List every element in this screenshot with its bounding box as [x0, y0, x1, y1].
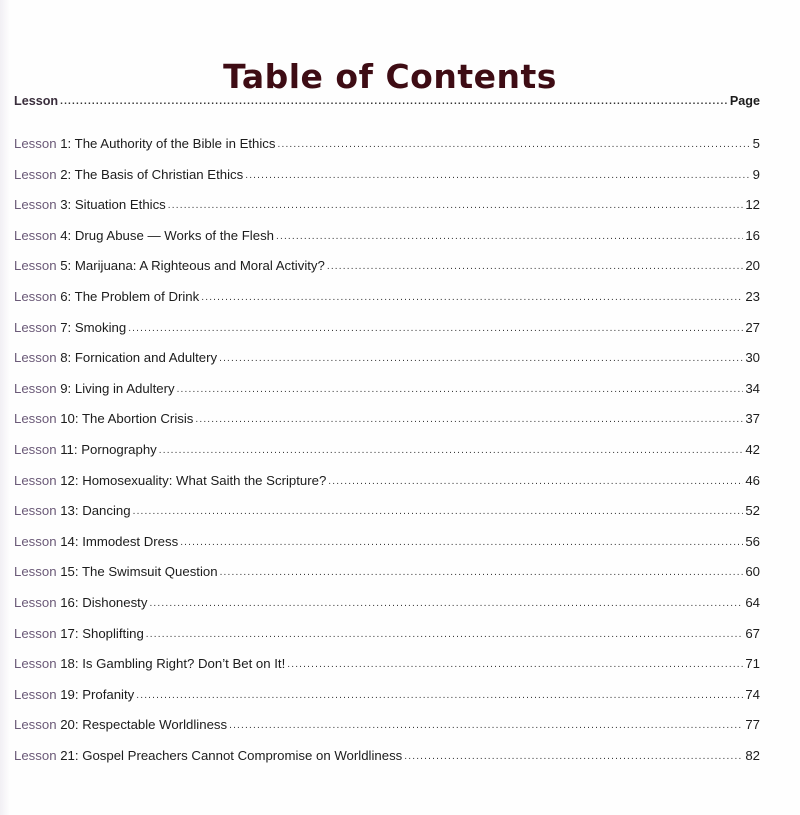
entry-label: Lesson 8: Fornication and Adultery: [14, 350, 218, 366]
lesson-title: The Problem of Drink: [74, 288, 200, 304]
toc-entry[interactable]: [14, 748, 760, 779]
lesson-title: Immodest Dress: [82, 533, 179, 549]
entry-label: Lesson 6: The Problem of Drink: [14, 288, 200, 304]
entry-page-number: 74: [745, 686, 760, 702]
toc-entry[interactable]: [14, 289, 760, 320]
toc-entry[interactable]: [14, 381, 760, 412]
lesson-title: The Swimsuit Question: [81, 564, 218, 580]
dot-leader: [159, 445, 744, 456]
dot-leader: [149, 598, 743, 609]
toc-entry[interactable]: [14, 228, 760, 259]
page-column-label: Page: [729, 94, 760, 108]
lesson-title: Smoking: [74, 319, 127, 335]
toc-entry[interactable]: [14, 564, 760, 595]
entry-page-number: 67: [745, 625, 760, 641]
entry-label: Lesson 5: Marijuana: A Righteous and Moral Activity?: [14, 258, 325, 274]
lesson-prefix: Lesson: [14, 594, 57, 610]
toc-entry[interactable]: [14, 687, 760, 718]
lesson-title: Situation Ethics: [74, 197, 166, 213]
lesson-column-label: Lesson: [14, 94, 59, 108]
toc-entry[interactable]: [14, 136, 760, 167]
dot-leader: [245, 170, 750, 181]
lesson-title: The Abortion Crisis: [81, 411, 194, 427]
lesson-title: Shoplifting: [82, 625, 144, 641]
toc-entry[interactable]: [14, 258, 760, 289]
dot-leader: [219, 353, 743, 364]
lesson-title: Homosexuality: What Saith the Scripture?: [82, 472, 327, 488]
dot-leader: [146, 629, 744, 640]
dot-leader: [195, 414, 743, 425]
dot-leader: [328, 476, 743, 487]
dot-leader: [276, 231, 743, 242]
lesson-prefix: Lesson: [14, 319, 57, 335]
lesson-prefix: Lesson: [14, 350, 57, 366]
lesson-title: Is Gambling Right? Don’t Bet on It!: [82, 656, 286, 672]
lesson-prefix: Lesson: [14, 380, 57, 396]
entry-page-number: 71: [745, 656, 760, 672]
entry-label: Lesson 21: Gospel Preachers Cannot Compromise on Worldliness: [14, 747, 403, 763]
entry-page-number: 12: [745, 197, 760, 213]
toc-entry[interactable]: [14, 503, 760, 534]
entry-label: Lesson 19: Profanity: [14, 686, 135, 702]
lesson-prefix: Lesson: [14, 441, 57, 457]
entry-label: Lesson 14: Immodest Dress: [14, 533, 179, 549]
toc-entry[interactable]: [14, 197, 760, 228]
lesson-number: 12: [60, 472, 75, 488]
page-edge-shadow: [0, 0, 10, 815]
lesson-prefix: Lesson: [14, 625, 57, 641]
entry-label: Lesson 2: The Basis of Christian Ethics: [14, 166, 244, 182]
lesson-title: Dishonesty: [82, 594, 148, 610]
dot-leader: [133, 506, 744, 517]
lesson-prefix: Lesson: [14, 258, 57, 274]
entry-page-number: 46: [745, 472, 760, 488]
entry-page-number: 77: [745, 717, 760, 733]
entry-label: Lesson 16: Dishonesty: [14, 594, 148, 610]
lesson-number: 5: [60, 258, 68, 274]
lesson-number: 16: [60, 594, 75, 610]
lesson-prefix: Lesson: [14, 411, 57, 427]
toc-entry[interactable]: [14, 350, 760, 381]
entry-label: Lesson 7: Smoking: [14, 319, 127, 335]
dot-leader: [136, 690, 743, 701]
entry-label: Lesson 20: Respectable Worldliness: [14, 717, 228, 733]
dot-leader: [168, 200, 744, 211]
lesson-number: 2: [60, 166, 68, 182]
table-of-contents: [14, 94, 760, 778]
entry-page-number: 5: [752, 136, 760, 151]
toc-entry[interactable]: [14, 167, 760, 198]
dot-leader: [287, 659, 743, 670]
lesson-prefix: Lesson: [14, 288, 57, 304]
entry-page-number: 52: [745, 503, 760, 519]
entry-page-number: 9: [752, 166, 760, 182]
lesson-number: 15: [60, 564, 75, 580]
lesson-number: 18: [60, 656, 75, 672]
dot-leader: [278, 139, 751, 150]
dot-leader: [220, 567, 744, 578]
lesson-title: Dancing: [82, 503, 131, 519]
lesson-prefix: Lesson: [14, 656, 57, 672]
toc-entry-list: [14, 136, 760, 778]
dot-leader: [404, 751, 743, 762]
lesson-number: 21: [60, 747, 75, 763]
entry-page-number: 34: [745, 380, 760, 396]
dot-leader: [327, 261, 743, 272]
lesson-prefix: Lesson: [14, 227, 57, 243]
entry-page-number: 64: [745, 594, 760, 610]
lesson-number: 7: [60, 319, 68, 335]
toc-entry[interactable]: [14, 626, 760, 657]
lesson-prefix: Lesson: [14, 503, 57, 519]
lesson-title: Fornication and Adultery: [74, 350, 218, 366]
toc-entry[interactable]: [14, 656, 760, 687]
lesson-prefix: Lesson: [14, 166, 57, 182]
lesson-prefix: Lesson: [14, 197, 57, 213]
toc-entry[interactable]: [14, 320, 760, 351]
lesson-title: The Authority of the Bible in Ethics: [74, 136, 276, 151]
lesson-number: 14: [60, 533, 75, 549]
entry-label: Lesson 15: The Swimsuit Question: [14, 564, 218, 580]
toc-entry[interactable]: [14, 442, 760, 473]
lesson-prefix: Lesson: [14, 533, 57, 549]
entry-page-number: 20: [745, 258, 760, 274]
page-title: Table of Contents: [223, 57, 557, 96]
dot-leader: [201, 292, 743, 303]
lesson-number: 10: [60, 411, 75, 427]
entry-page-number: 16: [745, 227, 760, 243]
entry-page-number: 42: [745, 441, 760, 457]
lesson-title: Drug Abuse — Works of the Flesh: [74, 227, 274, 243]
lesson-title: The Basis of Christian Ethics: [74, 166, 244, 182]
lesson-number: 19: [60, 686, 75, 702]
lesson-title: Pornography: [81, 441, 157, 457]
dot-leader: [128, 323, 743, 334]
entry-page-number: 82: [745, 747, 760, 763]
lesson-number: 3: [60, 197, 68, 213]
lesson-title: Marijuana: A Righteous and Moral Activity?: [74, 258, 325, 274]
entry-label: Lesson 13: Dancing: [14, 503, 131, 519]
lesson-title: Profanity: [82, 686, 135, 702]
lesson-prefix: Lesson: [14, 564, 57, 580]
toc-entry[interactable]: [14, 473, 760, 504]
dot-leader: [229, 720, 743, 731]
entry-label: Lesson 12: Homosexuality: What Saith the Scripture?: [14, 472, 327, 488]
lesson-prefix: Lesson: [14, 686, 57, 702]
toc-entry[interactable]: [14, 411, 760, 442]
lesson-prefix: Lesson: [14, 747, 57, 763]
lesson-number: 20: [60, 717, 75, 733]
lesson-number: 4: [60, 227, 68, 243]
toc-entry[interactable]: [14, 717, 760, 748]
entry-label: Lesson 11: Pornography: [14, 441, 157, 457]
entry-label: Lesson 4: Drug Abuse — Works of the Flesh: [14, 227, 274, 243]
toc-entry[interactable]: [14, 595, 760, 626]
lesson-number: 6: [60, 288, 68, 304]
lesson-number: 8: [60, 350, 68, 366]
entry-page-number: 30: [745, 350, 760, 366]
entry-page-number: 56: [745, 533, 760, 549]
toc-column-header: [14, 94, 760, 118]
entry-label: Lesson 3: Situation Ethics: [14, 197, 166, 213]
lesson-number: 9: [60, 380, 68, 396]
lesson-prefix: Lesson: [14, 717, 57, 733]
lesson-prefix: Lesson: [14, 472, 57, 488]
entry-page-number: 23: [745, 288, 760, 304]
lesson-number: 13: [60, 503, 75, 519]
lesson-number: 1: [60, 136, 68, 151]
entry-label: Lesson 10: The Abortion Crisis: [14, 411, 194, 427]
lesson-number: 11: [60, 441, 74, 457]
lesson-prefix: Lesson: [14, 136, 57, 151]
lesson-title: Gospel Preachers Cannot Compromise on Worldliness: [82, 747, 403, 763]
entry-page-number: 27: [745, 319, 760, 335]
entry-label: Lesson 18: Is Gambling Right? Don’t Bet on It!: [14, 656, 286, 672]
entry-page-number: 60: [745, 564, 760, 580]
lesson-title: Respectable Worldliness: [82, 717, 228, 733]
toc-entry[interactable]: [14, 534, 760, 565]
dot-leader: [177, 384, 744, 395]
entry-page-number: 37: [745, 411, 760, 427]
entry-label: Lesson 1: The Authority of the Bible in Ethics: [14, 136, 276, 151]
dot-leader: [180, 537, 743, 548]
dot-leader: [60, 96, 728, 107]
lesson-number: 17: [60, 625, 75, 641]
lesson-title: Living in Adultery: [74, 380, 175, 396]
entry-label: Lesson 17: Shoplifting: [14, 625, 144, 641]
entry-label: Lesson 9: Living in Adultery: [14, 380, 175, 396]
